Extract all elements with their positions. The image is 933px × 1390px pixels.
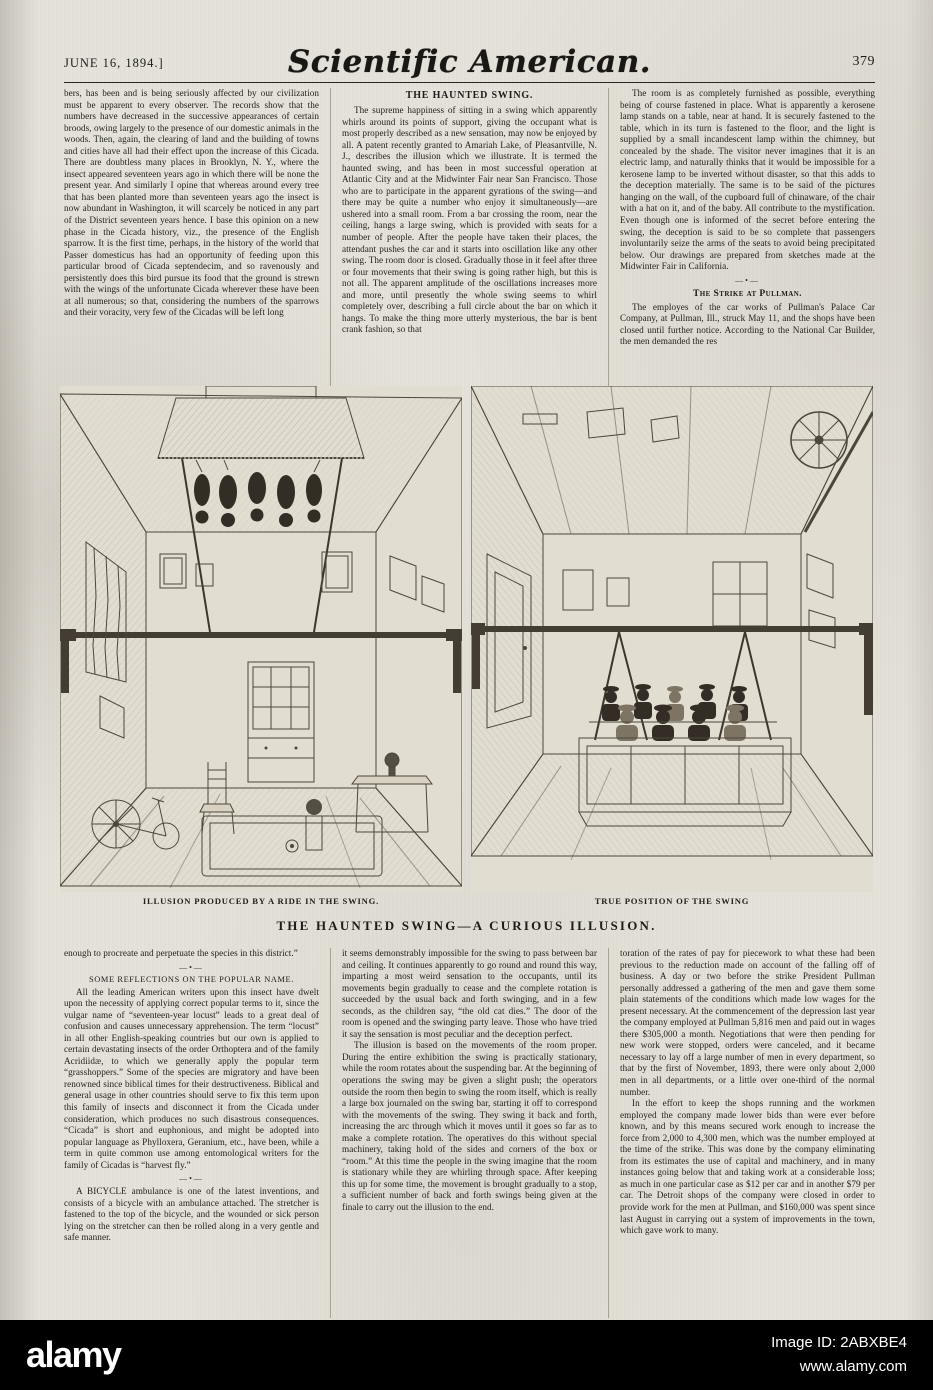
- figure-illusion: [60, 386, 462, 906]
- reflections-heading: SOME REFLECTIONS ON THE POPULAR NAME.: [89, 974, 294, 984]
- bicycle-ambulance-note: A BICYCLE ambulance is one of the latest inventions, and consists of a bicycle with an ambulance attached. The stretcher is fastened to the top of the bicycle, and the wounded or sick person lying on the stretcher can then be rolled along in a very gentle and safe manner.: [64, 1186, 319, 1243]
- page-header: [64, 44, 875, 82]
- room-description-body: The room is as completely furnished as possible, everything being of course fastened in place. What is apparently a kerosene lamp stands on a table, near at hand. It is securely fastened to the table, which in its turn is fastened to the floor, and the light is supplied by a small incandescent lamp within the chimney, but concealed by the shade. The visitor never imagines that it is an electric lamp, and naturally thinks that it would be impossible for a kerosene lamp to be inverted without disaster, so that this adds to the deception materially. The same is to be said of the pictures hanging on the wall, of the cupboard full of chinaware, of the chair with a hat on it, and of the baby. All contribute to the mystification. Even though one is informed of the secret before entering the swing, the deception is said to be so complete that passengers involuntarily seize the arms of the seats to avoid being precipitated below. Our drawings are prepared from sketches made at the Midwinter Fair in California.: [620, 88, 875, 272]
- cicada-article-end: enough to procreate and perpetuate the species in this district.”: [64, 948, 298, 958]
- alamy-url: www.alamy.com: [799, 1358, 907, 1375]
- header-rule: [64, 82, 875, 83]
- masthead-title: Scientific American.: [287, 44, 652, 80]
- issue-date: JUNE 16, 1894.]: [64, 56, 164, 70]
- column-room-and-pullman: [608, 88, 875, 388]
- figure-true-position: [471, 386, 873, 906]
- section-ornament: ―•―: [179, 962, 204, 972]
- column-cicada-continued: [64, 88, 330, 388]
- right-figure-caption: TRUE POSITION OF THE SWING: [594, 896, 750, 906]
- pullman-strike-body-2: toration of the rates of pay for piecework to what these had been previous to the reduction made on account of the falling off of business. A day or two before the strike President Pullman personally addressed a gathering of the men and gave them some plain statements of the conditions which made low wages for the present necessary. At the commencement of the depression last year the company employed at Pullman 5,816 men and paid out in wages there $305,000 a month. Negotiations that were then pending for new work were stopped, orders were canceled, and it became necessary to lay off a large number of men in every department, so that by the first of November, 1893, there were only about 2,000 men in all departments, or a little over one-third of the normal number.: [620, 948, 875, 1097]
- alamy-logo: alamy: [26, 1334, 121, 1375]
- left-figure-caption: ILLUSION PRODUCED BY A RIDE IN THE SWING.: [142, 896, 380, 906]
- illusion-engraving-illustration: [60, 386, 462, 892]
- column-cicada-end: [64, 948, 330, 1318]
- watermark-meta: [771, 1331, 907, 1379]
- page-number: 379: [852, 54, 875, 69]
- column-pullman-end: [608, 948, 875, 1318]
- section-ornament: ―•―: [735, 275, 760, 285]
- figure-main-caption: THE HAUNTED SWING—A CURIOUS ILLUSION.: [276, 918, 657, 933]
- section-ornament: ―•―: [179, 1174, 204, 1184]
- image-id: Image ID: 2ABXBE4: [771, 1334, 907, 1351]
- column-haunted-swing: [330, 88, 608, 388]
- cicada-article-body: bers, has been and is being seriously affected by our civilization must be apparent to every observer. The records show that the numbers have decreased in the successive appearances of certain broods, owing largely to the presence of our domestic animals in the woods. Then, again, the clearing of land and the building of towns and cities have all had their effect upon the increase of this Cicada. There are doubtless many places in Brooklyn, N. Y., where the insect appeared seventeen years ago in which there will be none the present year. And similarly I opine that whereas around every tree that has been planted more than seventeen years ago the insect is now abundant in Washington, it will scarcely be noticed in any part of the District seventeen years hence. I base this opinion on a new phase in the Cicada history, viz., the presence of the English sparrow. It is the first time, perhaps, in the history of the world that Passer domesticus has had an opportunity of feeding upon this particular brood of Cicada septendecim, and so ravenously and persistently does this bird pursue its food that the ground is strewn with the wings of the unfortunate Cicada wherever these have been at all numerous; so that, considering the numbers of the sparrows and their voracity, very few of the Cicadas will be left long: [64, 88, 319, 318]
- haunted-swing-body-2: it seems demonstrably impossible for the swing to pass between bar and ceiling. It continues apparently to go round and round this way, imparting a most weird sensation to the occupants, until its movements begin gradually to cease and the complete rotation is succeeded by the usual back and forth swinging, and in a few seconds, as the children say, “the old cat dies.” The door of the room is opened and the swinging party leave. Those who have tried it say the sensation is most peculiar and the deception perfect.: [342, 948, 597, 1039]
- haunted-swing-title: THE HAUNTED SWING.: [405, 90, 534, 101]
- ceiling-wheel: [791, 412, 847, 468]
- pullman-strike-body-3: In the effort to keep the shops running and the workmen employed the company made lower bids than were ever before known, and by this means secured work enough to increase the force from 2,000 to 4,300 men, which was the number employed at the time of the strike. This was done by the company eliminating from its estimates the use of capital and machinery, and in many instances going below that and taking work at a considerable loss; as much in one particular case as $12 per car and in another $79 per car. The Detroit shops of the company were closed in order to provide work for the men at Pullman, and $160,000 was spent since last August in carrying out a system of improvements in the town, which gave work to many.: [620, 1098, 875, 1236]
- pullman-strike-body: The employes of the car works of Pullman's Palace Car Company, at Pullman, Ill., struck May 11, and the shops have been closed until further notice. According to the National Car Builder, the men demanded the res: [620, 301, 875, 347]
- pullman-strike-title: The Strike at Pullman.: [693, 287, 802, 299]
- bottom-columns: [64, 948, 875, 1318]
- figure-section: [60, 386, 873, 942]
- haunted-swing-body-3: The illusion is based on the movements of the room proper. During the entire exhibition the swing is practically stationary, while the room rotates about the suspending bar. At the beginning of operations the swing may be given a slight push; the operators outside the room then begin to swing the room itself, which is really a large box journaled on the swing bar, starting it off to correspond with the movements of the swing. They swing it back and forth, increasing the arc through which it moves until it goes so far as to make a complete rotation. The operatives do this without special machinery, taking hold of the sides and corners of the box or “room.” At this time the people in the swing imagine that the room is stationary while they are whirling through space. After keeping this up for some time, the movement is brought gradually to a stop, a sufficient number of back and forth swings being given at the finale to carry out the illusion to the end.: [342, 1040, 597, 1213]
- reflections-body: All the leading American writers upon this insect have dwelt upon the necessity of applying correct popular terms to it, since the vulgar name of “seventeen-year locust” leads to a great deal of confusion and causes unnecessary apprehension. The term “locust” in all other English-speaking countries but our own is applied to certain devastating insects of the order Orthoptera and of the family Acridiidæ, to which we generally apply the popular term “grasshoppers.” Some of the species are migratory and have been renowned since biblical times for their destructiveness. Biblical and general usage in other countries should serve to fix this term upon this family of insects and disconnect it from the Cicada under consideration, which produces no such disastrous consequences. “Cicada” is short and euphonious, and might be adopted into popular language as Phylloxera, Geranium, etc., have been, while a term in quite common use among entomological writers for the family of Cicadas is “harvest fly.”: [64, 986, 319, 1170]
- column-haunted-swing-end: [330, 948, 608, 1318]
- top-columns: [64, 88, 875, 388]
- watermark-bar: [0, 1320, 933, 1390]
- haunted-swing-body: The supreme happiness of sitting in a swing which apparently whirls around its points of support, giving the occupant what is most properly described as a new sensation, may now be enjoyed by all. A patent recently granted to Amariah Lake, of Pleasantville, N. J., describes the illusion which we illustrate. It is termed the haunted swing, and has been in most successful operation at Atlantic City and at the Midwinter Fair near San Francisco. Those who are to participate in the apparent gyrations of the swing—and there may be quite a number who enjoy it simultaneously—are ushered into a small room. From a bar crossing the room, near the ceiling, hangs a large swing, which is provided with seats for a number of people. After the people have taken their places, the attendant pushes the car and it starts into oscillation like any other swing. The room door is closed. Gradually those in it feel after three or four movements that their swing is going rather high, but this is not all. The apparent amplitude of the oscillations increases more and more, until presently the whole swing seems to whirl completely over, describing a full circle about the bar on which it hangs. To make the thing more utterly mysterious, the bar is bent crank fashion, so that: [342, 105, 597, 335]
- true-position-engraving-illustration: [471, 386, 873, 892]
